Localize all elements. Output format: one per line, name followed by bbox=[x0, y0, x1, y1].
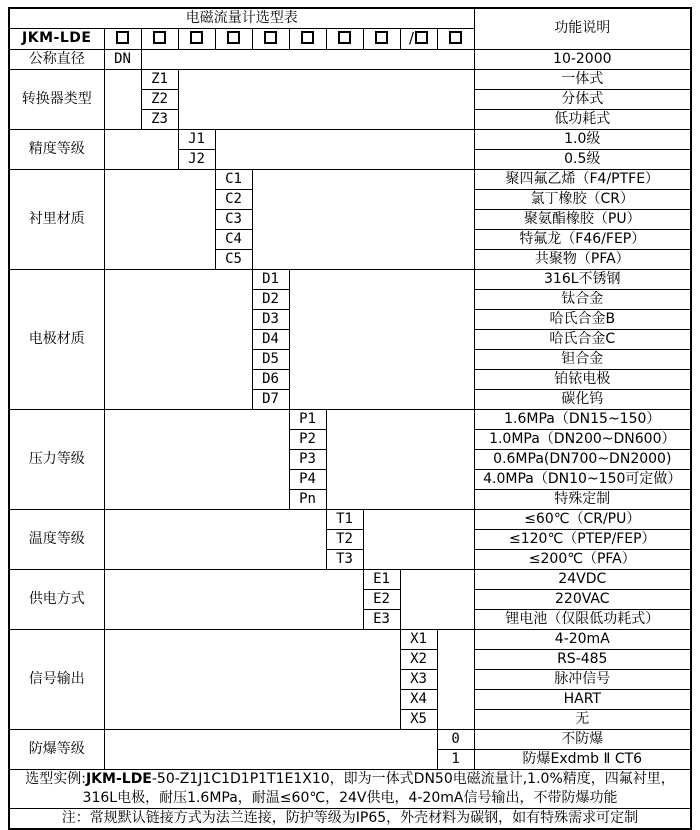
group-label-lining-material: 衬里材质 bbox=[9, 169, 104, 269]
code-dn: DN bbox=[104, 49, 141, 69]
code-d1: D1 bbox=[252, 269, 289, 289]
desc-t1: ≤60℃（CR/PU） bbox=[474, 509, 691, 529]
spacer bbox=[104, 569, 363, 629]
code-z3: Z3 bbox=[141, 109, 178, 129]
code-x2: X2 bbox=[400, 649, 437, 669]
group-label-accuracy: 精度等级 bbox=[9, 129, 104, 169]
code-d6: D6 bbox=[252, 369, 289, 389]
code-d3: D3 bbox=[252, 309, 289, 329]
desc-c2: 氯丁橡胶（CR） bbox=[474, 189, 691, 209]
checkbox-icon bbox=[153, 31, 166, 44]
spacer bbox=[326, 409, 474, 509]
example-line1-text: -50-Z1J1C1D1P1T1E1X10，即为一体式DN50电磁流量计,1.0%精度，四氟衬里， bbox=[151, 770, 675, 787]
desc-ex0: 不防爆 bbox=[474, 729, 691, 749]
group-label-power-supply: 供电方式 bbox=[9, 569, 104, 629]
desc-p1: 1.6MPa（DN15~150） bbox=[474, 409, 691, 429]
code-p3: P3 bbox=[289, 449, 326, 469]
desc-d5: 钽合金 bbox=[474, 349, 691, 369]
desc-pn: 特殊定制 bbox=[474, 489, 691, 509]
code-p4: P4 bbox=[289, 469, 326, 489]
spacer bbox=[141, 49, 474, 69]
checkbox-icon bbox=[375, 31, 388, 44]
model-code-box-2 bbox=[141, 29, 178, 50]
group-label-converter-type: 转换器类型 bbox=[9, 69, 104, 129]
desc-c3: 聚氨酯橡胶（PU） bbox=[474, 209, 691, 229]
desc-p3: 0.6MPa(DN700~DN2000) bbox=[474, 449, 691, 469]
checkbox-icon bbox=[264, 31, 277, 44]
desc-x2: RS-485 bbox=[474, 649, 691, 669]
code-e1: E1 bbox=[363, 569, 400, 589]
code-ex0: 0 bbox=[437, 729, 474, 749]
code-x1: X1 bbox=[400, 629, 437, 649]
desc-x1: 4-20mA bbox=[474, 629, 691, 649]
desc-c4: 特氟龙（F46/FEP） bbox=[474, 229, 691, 249]
checkbox-icon bbox=[301, 31, 314, 44]
desc-z1: 一体式 bbox=[474, 69, 691, 89]
code-p1: P1 bbox=[289, 409, 326, 429]
desc-j1: 1.0级 bbox=[474, 129, 691, 149]
spacer bbox=[104, 509, 326, 569]
note-row: 注：常规默认链接方式为法兰连接，防护等级为IP65，外壳材料为碳钢，如有特殊需求可定制 bbox=[9, 808, 691, 829]
code-j2: J2 bbox=[178, 149, 215, 169]
selection-table bbox=[8, 7, 692, 830]
code-x5: X5 bbox=[400, 709, 437, 729]
code-x3: X3 bbox=[400, 669, 437, 689]
desc-t2: ≤120℃（PTEP/FEP） bbox=[474, 529, 691, 549]
desc-p2: 1.0MPa（DN200~DN600） bbox=[474, 429, 691, 449]
spacer bbox=[400, 569, 474, 629]
desc-c5: 共聚物（PFA） bbox=[474, 249, 691, 269]
spacer bbox=[104, 129, 178, 169]
spacer bbox=[104, 629, 400, 729]
code-c4: C4 bbox=[215, 229, 252, 249]
spacer bbox=[104, 69, 141, 129]
selection-example bbox=[9, 769, 691, 808]
model-code-box-10 bbox=[437, 29, 474, 50]
code-j1: J1 bbox=[178, 129, 215, 149]
spacer bbox=[104, 169, 215, 269]
desc-d3: 哈氏合金B bbox=[474, 309, 691, 329]
desc-x3: 脉冲信号 bbox=[474, 669, 691, 689]
code-c5: C5 bbox=[215, 249, 252, 269]
code-t1: T1 bbox=[326, 509, 363, 529]
model-code-box-4 bbox=[215, 29, 252, 50]
code-x4: X4 bbox=[400, 689, 437, 709]
checkbox-icon bbox=[449, 31, 462, 44]
desc-e3: 锂电池（仅限低功耗式） bbox=[474, 609, 691, 629]
code-t2: T2 bbox=[326, 529, 363, 549]
desc-d1: 316L不锈钢 bbox=[474, 269, 691, 289]
model-code-box-8 bbox=[363, 29, 400, 50]
spacer bbox=[252, 169, 474, 269]
example-prefix: 选型实例: bbox=[25, 770, 86, 787]
desc-c1: 聚四氟乙烯（F4/PTFE） bbox=[474, 169, 691, 189]
code-d4: D4 bbox=[252, 329, 289, 349]
model-code-box-1 bbox=[104, 29, 141, 50]
model-code-box-6 bbox=[289, 29, 326, 50]
spacer bbox=[215, 129, 474, 169]
group-label-electrode-material: 电极材质 bbox=[9, 269, 104, 409]
spacer bbox=[363, 509, 474, 569]
code-t3: T3 bbox=[326, 549, 363, 569]
desc-d6: 铂铱电极 bbox=[474, 369, 691, 389]
desc-p4: 4.0MPa（DN10~150可定做） bbox=[474, 469, 691, 489]
desc-x5: 无 bbox=[474, 709, 691, 729]
code-pn: Pn bbox=[289, 489, 326, 509]
group-label-explosion-proof: 防爆等级 bbox=[9, 729, 104, 769]
code-c1: C1 bbox=[215, 169, 252, 189]
code-d7: D7 bbox=[252, 389, 289, 409]
code-z2: Z2 bbox=[141, 89, 178, 109]
spacer bbox=[178, 69, 474, 129]
example-model: JKM-LDE bbox=[85, 770, 152, 787]
spacer bbox=[289, 269, 474, 409]
checkbox-icon bbox=[338, 31, 351, 44]
desc-ex1: 防爆Exdmb Ⅱ CT6 bbox=[474, 749, 691, 769]
group-label-temperature: 温度等级 bbox=[9, 509, 104, 569]
selection-sheet bbox=[8, 7, 692, 830]
group-label-pressure: 压力等级 bbox=[9, 409, 104, 509]
model-code-box-9 bbox=[400, 29, 437, 50]
example-line-2: 316L电极，耐压1.6MPa，耐温≤60℃，24V供电，4-20mA信号输出，不带防爆功能 bbox=[82, 789, 618, 806]
checkbox-icon bbox=[116, 31, 129, 44]
code-e2: E2 bbox=[363, 589, 400, 609]
code-c3: C3 bbox=[215, 209, 252, 229]
spacer bbox=[104, 409, 289, 509]
desc-e1: 24VDC bbox=[474, 569, 691, 589]
model-code-box-3 bbox=[178, 29, 215, 50]
desc-z3: 低功耗式 bbox=[474, 109, 691, 129]
spacer bbox=[104, 269, 252, 409]
example-line-1 bbox=[10, 770, 690, 789]
table-title: 电磁流量计选型表 bbox=[9, 8, 474, 29]
model-prefix: JKM-LDE bbox=[9, 29, 104, 50]
spacer bbox=[104, 729, 437, 769]
code-z1: Z1 bbox=[141, 69, 178, 89]
desc-x4: HART bbox=[474, 689, 691, 709]
desc-dn: 10-2000 bbox=[474, 49, 691, 69]
desc-d7: 碳化钨 bbox=[474, 389, 691, 409]
code-d2: D2 bbox=[252, 289, 289, 309]
checkbox-icon bbox=[190, 31, 203, 44]
desc-z2: 分体式 bbox=[474, 89, 691, 109]
desc-d4: 哈氏合金C bbox=[474, 329, 691, 349]
desc-t3: ≤200℃（PFA） bbox=[474, 549, 691, 569]
code-e3: E3 bbox=[363, 609, 400, 629]
group-label-signal-output: 信号输出 bbox=[9, 629, 104, 729]
spacer bbox=[437, 629, 474, 729]
model-code-box-7 bbox=[326, 29, 363, 50]
checkbox-icon bbox=[415, 31, 428, 44]
checkbox-icon bbox=[227, 31, 240, 44]
desc-j2: 0.5级 bbox=[474, 149, 691, 169]
desc-d2: 钛合金 bbox=[474, 289, 691, 309]
code-c2: C2 bbox=[215, 189, 252, 209]
code-d5: D5 bbox=[252, 349, 289, 369]
group-label-diameter: 公称直径 bbox=[9, 49, 104, 69]
model-code-box-5 bbox=[252, 29, 289, 50]
slash-separator: / bbox=[408, 29, 415, 47]
desc-e2: 220VAC bbox=[474, 589, 691, 609]
code-p2: P2 bbox=[289, 429, 326, 449]
function-column-header: 功能说明 bbox=[474, 8, 691, 49]
code-ex1: 1 bbox=[437, 749, 474, 769]
